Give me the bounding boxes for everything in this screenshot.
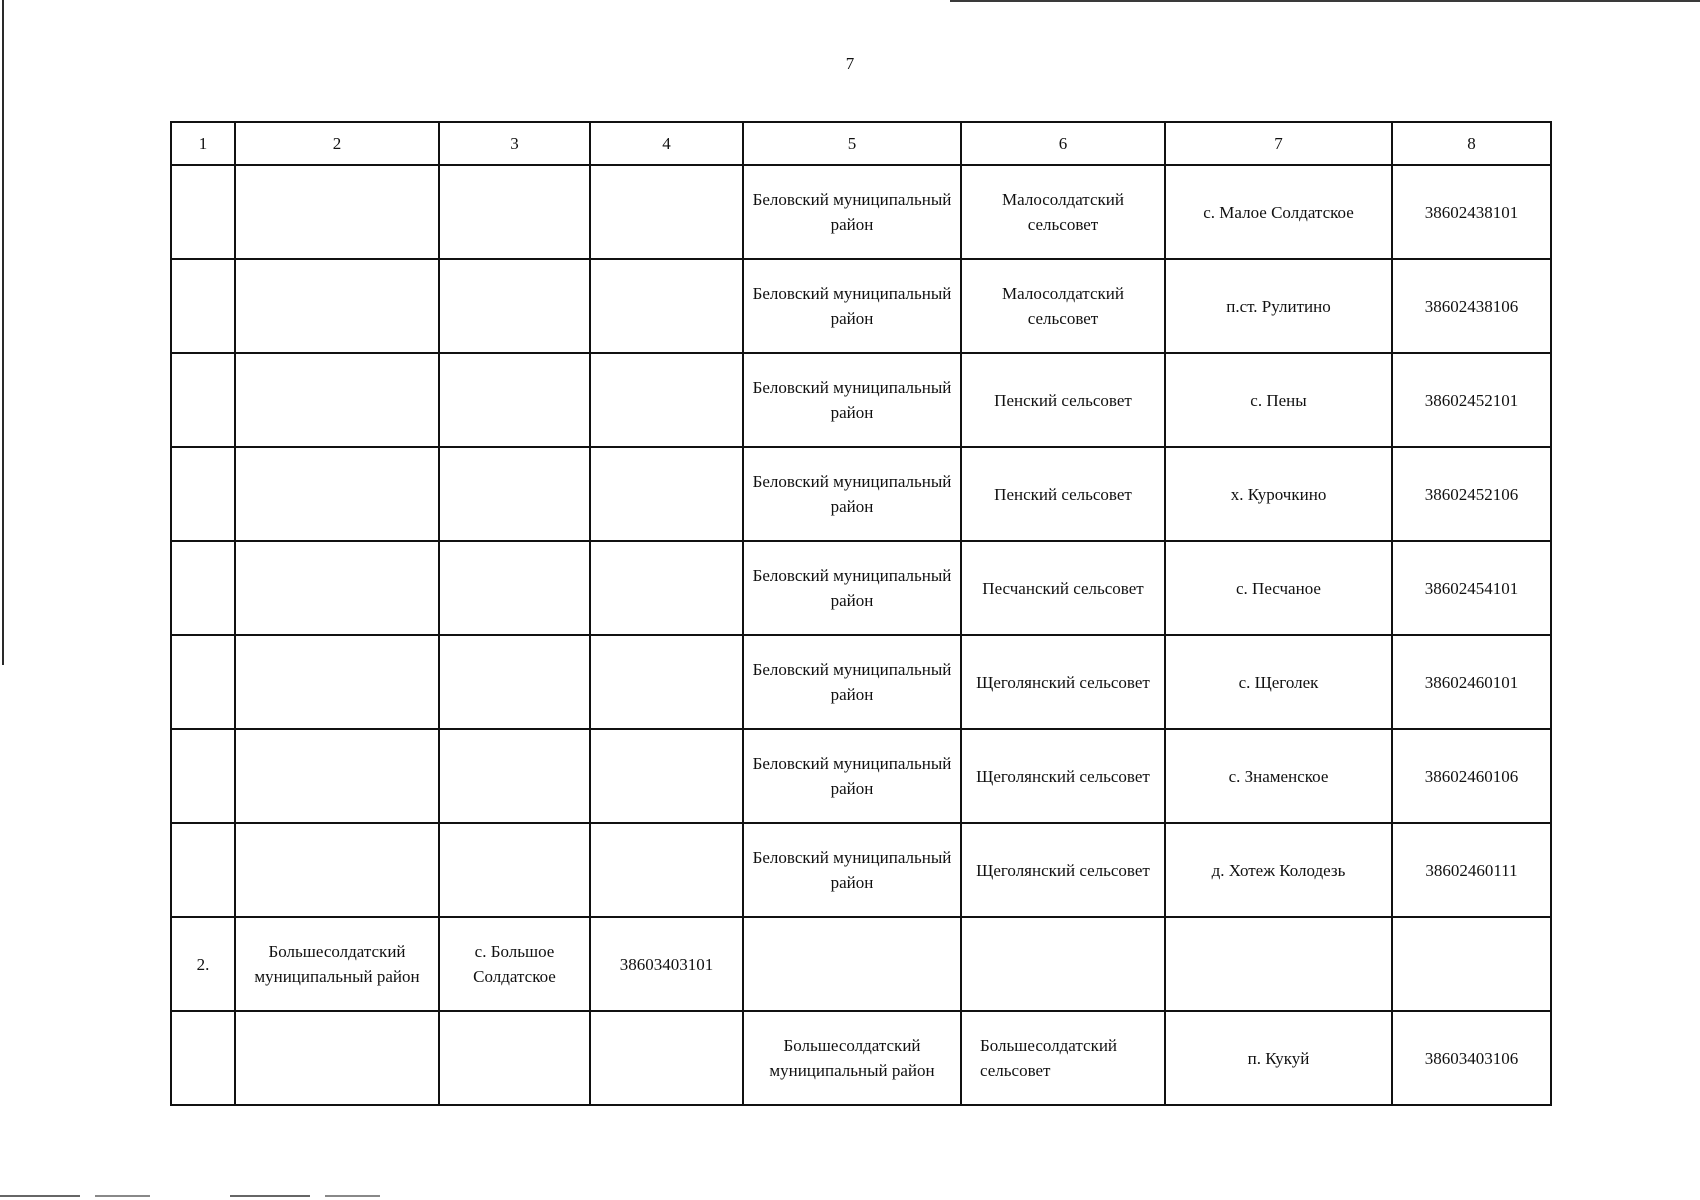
settlement-cell: с. Пены [1165,353,1392,447]
oktmo-code-cell: 38602454101 [1392,541,1551,635]
center-cell [439,823,590,917]
table-row [171,541,1551,635]
table-header-row [171,122,1551,165]
council-cell: Пенский сельсовет [961,447,1165,541]
header-cell: 4 [590,122,743,165]
center-cell [439,541,590,635]
center-cell: с. Большое Солдатское [439,917,590,1011]
center-code-cell [590,541,743,635]
settlement-cell: с. Песчаное [1165,541,1392,635]
row-number-cell: 2. [171,917,235,1011]
row-number-cell [171,541,235,635]
center-code-cell [590,259,743,353]
municipal-district-cell: Беловский муниципальный район [743,353,961,447]
scan-left-edge [2,0,4,665]
row-number-cell [171,447,235,541]
settlement-cell: с. Малое Солдатское [1165,165,1392,259]
oktmo-code-cell: 38602460111 [1392,823,1551,917]
table-row [171,447,1551,541]
scan-bottom-edge [0,1195,420,1197]
district-cell [235,729,439,823]
header-cell: 1 [171,122,235,165]
header-cell: 6 [961,122,1165,165]
row-number-cell [171,729,235,823]
table-row [171,165,1551,259]
oktmo-code-cell: 38602460106 [1392,729,1551,823]
district-cell [235,541,439,635]
table-row [171,635,1551,729]
municipal-district-cell: Большесолдатский муниципальный район [743,1011,961,1105]
council-cell: Малосолдатский сельсовет [961,165,1165,259]
district-cell [235,635,439,729]
settlement-cell: п.ст. Рулитино [1165,259,1392,353]
council-cell [961,917,1165,1011]
oktmo-code-cell: 38602452106 [1392,447,1551,541]
oktmo-code-cell: 38602452101 [1392,353,1551,447]
table-body [171,122,1551,1105]
table-row [171,917,1551,1011]
center-cell [439,165,590,259]
center-code-cell [590,729,743,823]
center-code-cell [590,353,743,447]
municipal-district-cell [743,917,961,1011]
oktmo-code-cell: 38602460101 [1392,635,1551,729]
municipal-district-cell: Беловский муниципальный район [743,541,961,635]
settlement-cell: х. Курочкино [1165,447,1392,541]
municipal-district-cell: Беловский муниципальный район [743,447,961,541]
district-cell [235,1011,439,1105]
row-number-cell [171,823,235,917]
council-cell: Песчанский сельсовет [961,541,1165,635]
center-cell [439,635,590,729]
district-cell [235,823,439,917]
center-cell [439,353,590,447]
center-cell [439,447,590,541]
municipal-district-cell: Беловский муниципальный район [743,165,961,259]
settlement-cell: с. Щеголек [1165,635,1392,729]
page-number: 7 [845,54,855,73]
settlement-cell [1165,917,1392,1011]
settlements-table [170,121,1552,1106]
table-row [171,729,1551,823]
scan-top-edge [950,0,1700,2]
center-cell [439,259,590,353]
table-row [171,259,1551,353]
row-number-cell [171,165,235,259]
header-cell: 2 [235,122,439,165]
oktmo-code-cell [1392,917,1551,1011]
center-code-cell [590,1011,743,1105]
center-code-cell [590,635,743,729]
district-cell: Большесолдатский муниципальный район [235,917,439,1011]
district-cell [235,259,439,353]
table-row [171,823,1551,917]
municipal-district-cell: Беловский муниципальный район [743,729,961,823]
center-code-cell [590,165,743,259]
table-row [171,353,1551,447]
header-cell: 7 [1165,122,1392,165]
oktmo-code-cell: 38602438101 [1392,165,1551,259]
table-row [171,1011,1551,1105]
row-number-cell [171,259,235,353]
settlement-cell: п. Кукуй [1165,1011,1392,1105]
municipal-district-cell: Беловский муниципальный район [743,259,961,353]
header-cell: 3 [439,122,590,165]
district-cell [235,165,439,259]
center-code-cell: 38603403101 [590,917,743,1011]
council-cell: Щеголянский сельсовет [961,635,1165,729]
oktmo-code-cell: 38603403106 [1392,1011,1551,1105]
council-cell: Щеголянский сельсовет [961,729,1165,823]
center-code-cell [590,447,743,541]
center-cell [439,1011,590,1105]
council-cell: Пенский сельсовет [961,353,1165,447]
oktmo-code-cell: 38602438106 [1392,259,1551,353]
district-cell [235,353,439,447]
row-number-cell [171,635,235,729]
row-number-cell [171,1011,235,1105]
council-cell: Малосолдатский сельсовет [961,259,1165,353]
municipal-district-cell: Беловский муниципальный район [743,635,961,729]
row-number-cell [171,353,235,447]
council-cell: Щеголянский сельсовет [961,823,1165,917]
settlement-cell: с. Знаменское [1165,729,1392,823]
header-cell: 5 [743,122,961,165]
municipal-district-cell: Беловский муниципальный район [743,823,961,917]
center-code-cell [590,823,743,917]
center-cell [439,729,590,823]
council-cell: Большесолдатский сельсовет [961,1011,1165,1105]
header-cell: 8 [1392,122,1551,165]
settlement-cell: д. Хотеж Колодезь [1165,823,1392,917]
district-cell [235,447,439,541]
